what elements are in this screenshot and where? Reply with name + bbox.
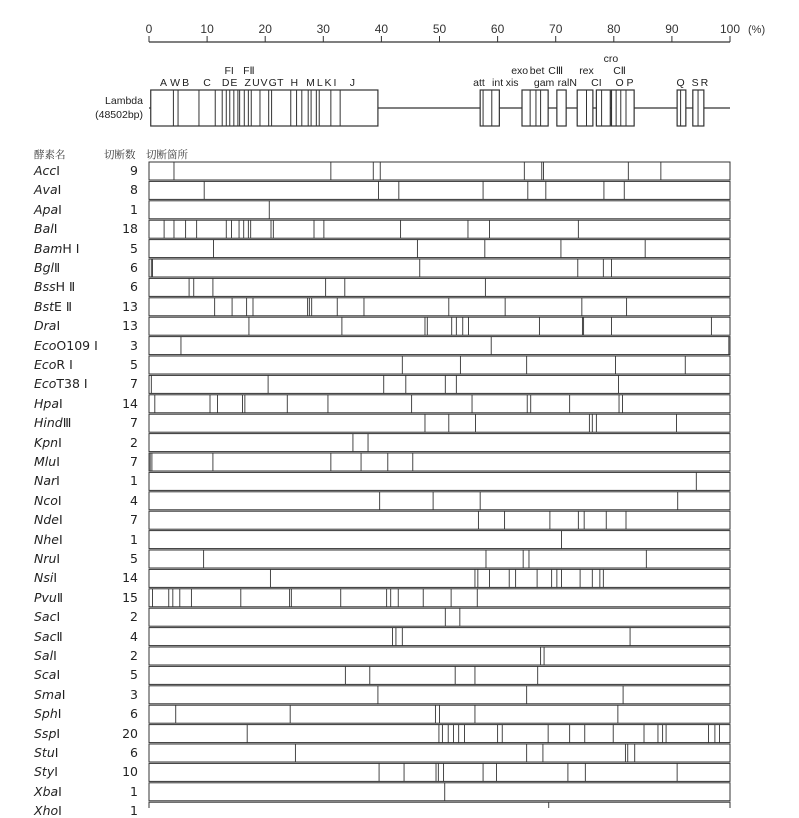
enzyme-bar xyxy=(149,783,730,801)
cut-count: 9 xyxy=(130,163,138,178)
cut-count: 6 xyxy=(130,706,138,722)
enzyme-bar xyxy=(149,395,730,413)
gene-label: T xyxy=(277,77,284,89)
cut-count: 1 xyxy=(130,803,138,818)
enzyme-bar xyxy=(149,181,730,199)
gene-label: rex xyxy=(579,65,594,77)
gene-label: exo xyxy=(511,65,529,77)
enzyme-suffix: I xyxy=(58,201,62,217)
enzyme-genus: Eco xyxy=(34,357,57,372)
enzyme-genus: Acc xyxy=(34,163,57,178)
enzyme-bar xyxy=(149,666,730,684)
enzyme-suffix: I xyxy=(56,454,60,469)
axis-tick-label: 90 xyxy=(665,22,679,36)
enzyme-genus: Dra xyxy=(34,318,57,334)
enzyme-bar xyxy=(149,162,730,180)
enzyme-suffix: H Ⅱ xyxy=(55,279,76,295)
gene-label: W xyxy=(170,77,181,89)
enzyme-bar xyxy=(149,453,730,471)
gene-label: G xyxy=(268,77,277,89)
enzyme-genus: Bss xyxy=(34,279,56,295)
axis-tick-label: 50 xyxy=(432,22,447,36)
cut-count: 1 xyxy=(130,531,138,547)
axis-unit-label: (%) xyxy=(748,24,766,36)
cut-count: 7 xyxy=(130,376,138,392)
cut-count: 7 xyxy=(130,454,138,469)
gene-block xyxy=(596,90,610,126)
cut-count: 20 xyxy=(122,725,138,741)
cut-count: 3 xyxy=(130,686,138,702)
enzyme-genus: Eco xyxy=(34,376,57,392)
enzyme-genus: Sac xyxy=(34,628,57,644)
enzyme-bar xyxy=(149,569,730,587)
axis-tick-label: 0 xyxy=(145,22,153,36)
enzyme-genus: Stu xyxy=(34,745,55,760)
enzyme-genus: Pvu xyxy=(34,589,57,605)
enzyme-suffix: I xyxy=(58,783,62,799)
header-cut-count: 切断数 xyxy=(104,149,136,161)
gene-label: FⅡ xyxy=(243,65,255,77)
enzyme-suffix: I xyxy=(59,395,63,411)
gene-label: bet xyxy=(529,65,545,77)
cut-count: 1 xyxy=(130,473,138,489)
enzyme-suffix: I xyxy=(57,706,62,722)
enzyme-suffix: I xyxy=(56,725,61,741)
gene-label: att xyxy=(473,77,485,89)
gene-label: L xyxy=(316,77,323,89)
cut-count: 14 xyxy=(122,570,138,586)
enzyme-suffix: T38 I xyxy=(56,376,88,392)
cut-count: 6 xyxy=(130,745,138,760)
cut-count: 5 xyxy=(130,667,138,683)
enzyme-genus: Sma xyxy=(34,686,62,702)
gene-label: ralN xyxy=(557,77,577,89)
enzyme-suffix: H I xyxy=(62,240,80,256)
enzyme-bar xyxy=(149,259,730,277)
enzyme-bar xyxy=(149,647,730,665)
axis-tick-label: 100 xyxy=(719,22,741,36)
enzyme-suffix: I xyxy=(58,434,62,450)
gene-block xyxy=(577,90,593,126)
gene-label: A xyxy=(160,77,168,89)
enzyme-genus: Hpa xyxy=(34,395,59,411)
enzyme-suffix: Ⅲ xyxy=(62,415,72,431)
enzyme-bar xyxy=(149,550,730,568)
enzyme-bar xyxy=(149,240,730,258)
enzyme-genus: Sac xyxy=(34,609,57,625)
enzyme-bar xyxy=(149,763,730,781)
enzyme-genus: Apa xyxy=(34,201,59,217)
enzyme-bar xyxy=(149,278,730,296)
enzyme-genus: Mlu xyxy=(34,454,57,469)
enzyme-suffix: I xyxy=(53,570,58,586)
gene-block xyxy=(611,90,634,126)
enzyme-bar xyxy=(149,589,730,607)
enzyme-suffix: E Ⅱ xyxy=(54,298,73,314)
enzyme-suffix: I xyxy=(56,473,60,489)
enzyme-bar xyxy=(149,686,730,704)
enzyme-suffix: I xyxy=(58,531,63,547)
enzyme-suffix: I xyxy=(58,803,62,818)
enzyme-genus: Sty xyxy=(34,764,55,780)
enzyme-suffix: I xyxy=(56,163,60,178)
enzyme-suffix: Ⅱ xyxy=(56,589,64,605)
gene-label: J xyxy=(349,77,355,89)
gene-label: V xyxy=(260,77,268,89)
enzyme-genus: Sal xyxy=(34,648,54,663)
cut-count: 8 xyxy=(130,182,138,198)
cut-count: 15 xyxy=(122,589,138,605)
gene-block xyxy=(522,90,548,126)
cut-count: 1 xyxy=(130,783,138,799)
gene-label: int xyxy=(492,77,504,89)
axis-tick-label: 20 xyxy=(258,22,272,36)
enzyme-bar xyxy=(149,511,730,529)
enzyme-suffix: I xyxy=(56,609,61,625)
enzyme-bar xyxy=(149,220,730,238)
enzyme-bar xyxy=(149,434,730,452)
gene-label: S xyxy=(691,77,699,89)
enzyme-suffix: I xyxy=(53,221,58,237)
gene-label: gam xyxy=(533,77,555,89)
lambda-size: (48502bp) xyxy=(95,109,143,121)
enzyme-suffix: I xyxy=(54,745,59,760)
gene-label: Q xyxy=(676,77,685,89)
cut-count: 13 xyxy=(122,318,138,334)
gene-label: C xyxy=(203,77,211,89)
enzyme-bar xyxy=(149,628,730,646)
enzyme-genus: Xba xyxy=(34,783,59,799)
enzyme-bar xyxy=(149,375,730,393)
cut-count: 2 xyxy=(130,609,138,625)
gene-label: U xyxy=(252,77,260,89)
enzyme-genus: Bam xyxy=(34,240,63,256)
enzyme-suffix: Ⅱ xyxy=(56,628,63,644)
enzyme-genus: Nco xyxy=(34,492,58,508)
cut-count: 5 xyxy=(130,357,138,372)
cut-count: 6 xyxy=(130,260,138,275)
cut-count: 13 xyxy=(122,298,138,314)
gene-label: cro xyxy=(603,53,619,65)
gene-label: xis xyxy=(505,77,519,89)
enzyme-genus: Nar xyxy=(34,473,57,489)
cut-count: 5 xyxy=(130,551,138,566)
cut-count: 7 xyxy=(130,415,138,431)
gene-label: FI xyxy=(224,65,234,77)
axis-tick-label: 80 xyxy=(607,22,621,36)
gene-block xyxy=(557,90,566,126)
header-enzyme-name: 酵素名 xyxy=(34,149,66,161)
cut-count: 2 xyxy=(130,434,138,450)
cut-count: 4 xyxy=(130,628,138,644)
enzyme-suffix: I xyxy=(54,764,58,780)
enzyme-genus: Hind xyxy=(34,415,63,431)
cut-count: 14 xyxy=(122,395,138,411)
enzyme-suffix: I xyxy=(57,492,62,508)
gene-block xyxy=(677,90,686,126)
axis-tick-label: 30 xyxy=(316,22,330,36)
lambda-name: Lambda xyxy=(105,95,143,107)
cut-count: 3 xyxy=(130,337,138,353)
enzyme-bar xyxy=(149,608,730,626)
gene-block xyxy=(151,90,378,126)
enzyme-suffix: I xyxy=(56,318,61,334)
axis-tick-label: 70 xyxy=(549,22,563,36)
cut-count: 10 xyxy=(122,764,138,780)
gene-label: E xyxy=(230,77,238,89)
enzyme-suffix: I xyxy=(53,648,57,663)
enzyme-genus: Bal xyxy=(34,221,54,237)
enzyme-suffix: O109 I xyxy=(56,337,98,353)
header-cut-sites: 切断箇所 xyxy=(146,149,188,161)
enzyme-genus: Bst xyxy=(34,298,54,314)
cut-count: 2 xyxy=(130,648,138,663)
enzyme-genus: Eco xyxy=(34,337,57,353)
enzyme-suffix: I xyxy=(61,686,66,702)
enzyme-genus: Ava xyxy=(34,182,58,198)
enzyme-bar xyxy=(149,317,730,335)
enzyme-bar xyxy=(149,492,730,510)
enzyme-suffix: R I xyxy=(56,357,73,372)
enzyme-suffix: I xyxy=(56,551,61,566)
gene-label: B xyxy=(182,77,190,89)
enzyme-genus: Nde xyxy=(34,512,59,528)
enzyme-suffix: I xyxy=(57,182,62,198)
enzyme-bar xyxy=(149,414,730,432)
enzyme-bar xyxy=(149,725,730,743)
enzyme-genus: Nsi xyxy=(34,570,54,586)
gene-label: D xyxy=(221,77,230,89)
enzyme-bar xyxy=(149,531,730,549)
gene-label: CⅢ xyxy=(548,65,564,77)
enzyme-genus: Ssp xyxy=(34,725,57,741)
axis-tick-label: 40 xyxy=(374,22,389,36)
enzyme-genus: Xho xyxy=(34,803,59,818)
enzyme-genus: Sph xyxy=(34,706,58,722)
axis-tick-label: 60 xyxy=(490,22,505,36)
enzyme-genus: Bgl xyxy=(34,260,54,275)
gene-label: H xyxy=(290,77,299,89)
enzyme-genus: Nhe xyxy=(34,531,59,547)
enzyme-bar xyxy=(149,744,730,762)
enzyme-bar xyxy=(149,298,730,316)
gene-label: P xyxy=(626,77,634,89)
enzyme-bar xyxy=(149,802,730,808)
gene-label: I xyxy=(333,77,337,89)
cut-count: 7 xyxy=(130,512,138,528)
cut-count: 5 xyxy=(130,240,138,256)
enzyme-bar xyxy=(149,356,730,374)
gene-label: K xyxy=(324,77,332,89)
gene-label: O xyxy=(615,77,624,89)
enzyme-genus: Kpn xyxy=(34,434,59,450)
enzyme-suffix: Ⅱ xyxy=(53,260,61,275)
enzyme-bar xyxy=(149,337,730,355)
gene-label: Z xyxy=(244,77,251,89)
cut-count: 1 xyxy=(130,201,138,217)
enzyme-bar xyxy=(149,201,730,219)
enzyme-suffix: I xyxy=(58,512,63,528)
enzyme-bar xyxy=(149,472,730,490)
enzyme-suffix: I xyxy=(56,667,61,683)
axis-tick-label: 10 xyxy=(200,22,214,36)
gene-label: CI xyxy=(591,77,602,89)
cut-count: 18 xyxy=(122,221,138,237)
gene-label: R xyxy=(700,77,709,89)
gene-label: CⅡ xyxy=(613,65,626,77)
cut-count: 6 xyxy=(130,279,138,295)
enzyme-genus: Sca xyxy=(34,667,57,683)
enzyme-genus: Nru xyxy=(34,551,57,566)
gene-label: M xyxy=(306,77,315,89)
cut-count: 4 xyxy=(130,492,138,508)
